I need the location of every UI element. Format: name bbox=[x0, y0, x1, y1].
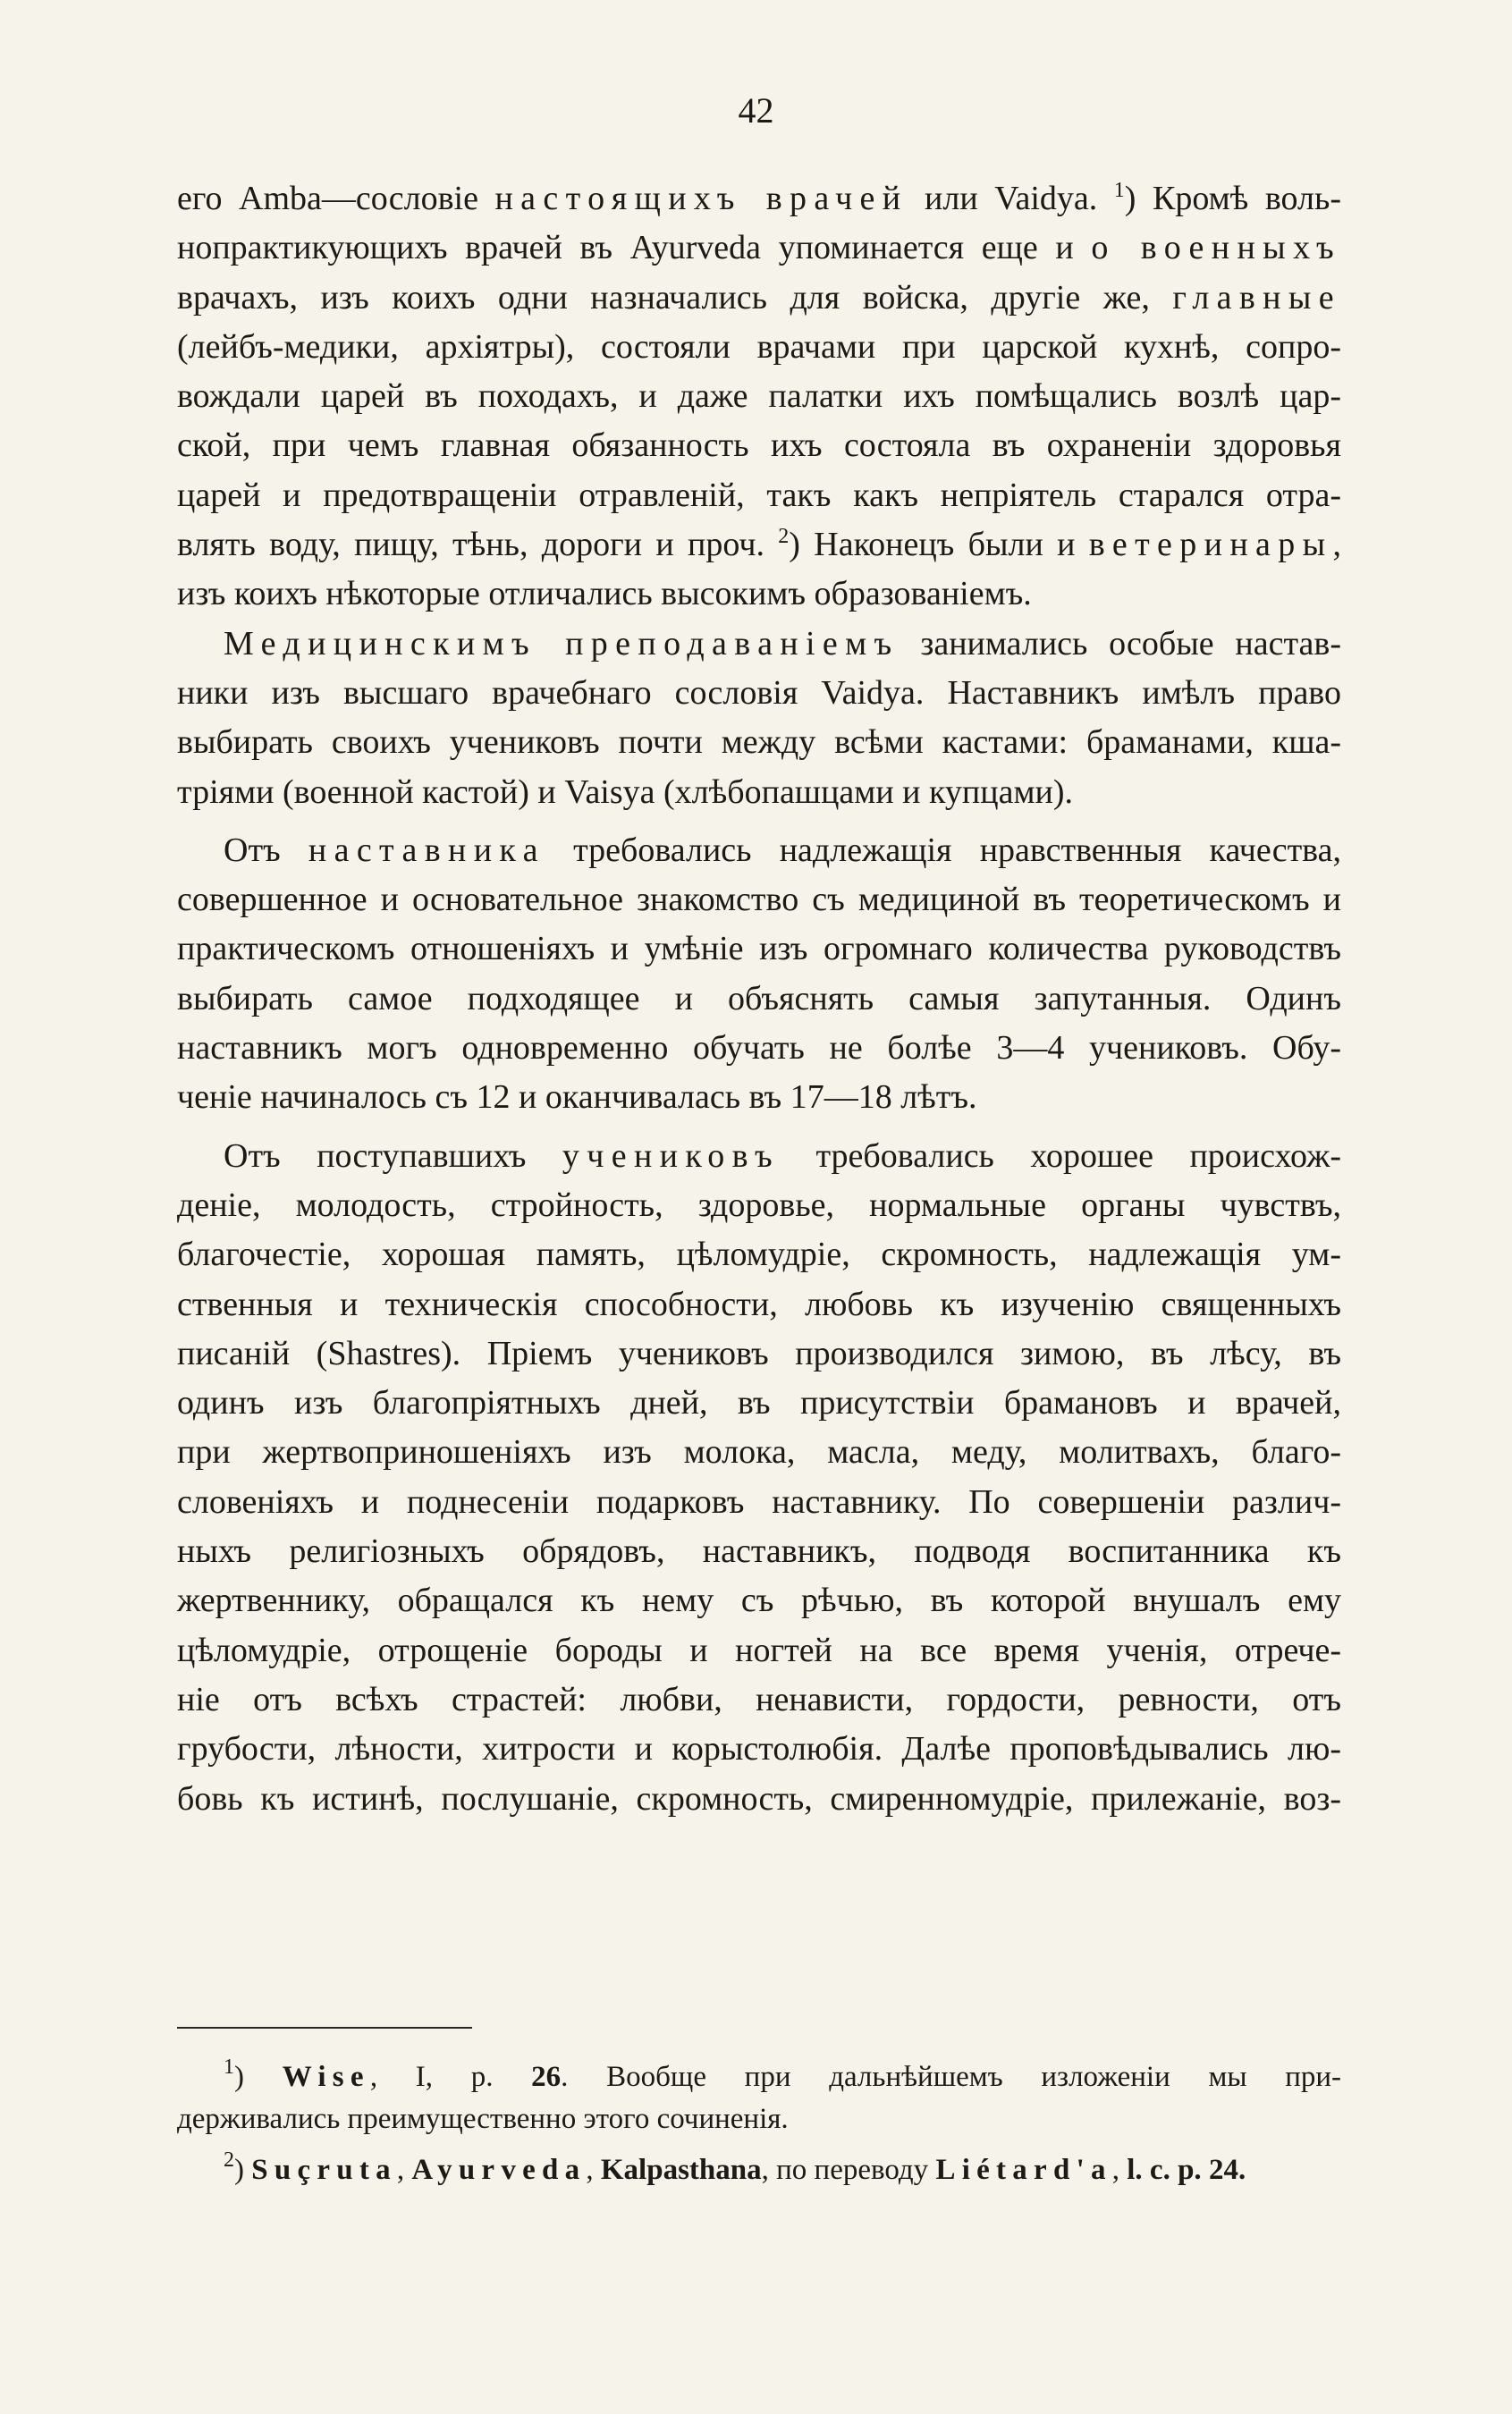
emphasized-text: наставника bbox=[308, 831, 545, 869]
text-line bbox=[177, 274, 1341, 323]
text-line bbox=[177, 224, 1341, 273]
emphasized-text: Wise bbox=[282, 2061, 370, 2093]
text-run: Отъ поступавшихъ bbox=[224, 1136, 562, 1175]
emphasized-text: 26 bbox=[531, 2061, 562, 2093]
text-run: ской, при чемъ главная обязанность ихъ состояла въ охраненіи здоровья bbox=[177, 426, 1341, 465]
text-run: наставникъ могъ одновременно обучать не болѣе 3—4 учениковъ. Обу- bbox=[177, 1029, 1341, 1068]
text-run: благочестіе, хорошая память, цѣломудріе, скромность, надлежащія ум- bbox=[177, 1236, 1341, 1274]
footnote-line bbox=[177, 2149, 1341, 2191]
text-line bbox=[177, 1576, 1341, 1625]
text-run: , bbox=[1332, 526, 1342, 564]
footnote-divider bbox=[177, 2027, 472, 2029]
footnote-marker: 2 bbox=[778, 525, 790, 549]
text-line bbox=[177, 520, 1341, 570]
emphasized-text: Ayurveda bbox=[411, 2154, 587, 2186]
text-run: требовались надлежащія нравственныя качества, bbox=[545, 831, 1341, 869]
page-number: 42 bbox=[738, 90, 774, 131]
text-run: или Vaidya. bbox=[908, 180, 1114, 217]
footnote-line bbox=[177, 2098, 1341, 2140]
text-run: ) bbox=[234, 2154, 252, 2186]
footnote-marker: 2 bbox=[224, 2148, 234, 2172]
emphasized-text: главные bbox=[1172, 278, 1341, 317]
emphasized-text: Liétard'a bbox=[935, 2154, 1112, 2186]
text-run: царей и предотвращеніи отравленій, такъ какъ непріятель старался отра- bbox=[177, 476, 1341, 514]
text-line bbox=[177, 323, 1341, 372]
text-line bbox=[177, 372, 1341, 421]
emphasized-text: Suçruta bbox=[251, 2154, 397, 2186]
text-line bbox=[177, 1478, 1341, 1527]
text-run: цѣломудріе, отрощеніе бороды и ногтей на все время ученія, отрече- bbox=[177, 1631, 1341, 1669]
text-run: его Amba—сословіе bbox=[177, 180, 495, 217]
text-run: нопрактикующихъ врачей въ Ayurveda упоминается еще и bbox=[177, 229, 1092, 267]
text-run: деніе, молодость, стройность, здоровье, нормальные органы чувствъ, bbox=[177, 1186, 1341, 1224]
text-run: выбирать своихъ учениковъ почти между всѣми кастами: браманами, кша- bbox=[177, 723, 1341, 762]
text-line bbox=[177, 1280, 1341, 1329]
text-run: занимались особые настав- bbox=[899, 624, 1341, 663]
text-run: ) Наконецъ были и bbox=[789, 526, 1089, 564]
body-text bbox=[177, 174, 1341, 1824]
text-line bbox=[177, 1024, 1341, 1073]
text-run: совершенное и основательное знакомство съ медициной въ теоретическомъ и bbox=[177, 881, 1341, 919]
text-run: , bbox=[586, 2154, 601, 2186]
text-run: одинъ изъ благопріятныхъ дней, въ присутствіи брамановъ и врачей, bbox=[177, 1384, 1341, 1422]
text-line bbox=[177, 471, 1341, 520]
text-run: ственныя и техническія способности, любовь къ изученію священныхъ bbox=[177, 1285, 1341, 1323]
text-run: жертвеннику, обращался къ нему съ рѣчью, въ которой внушалъ ему bbox=[177, 1582, 1341, 1620]
emphasized-text: настоящихъ врачей bbox=[494, 180, 908, 217]
text-run: влять воду, пищу, тѣнь, дороги и проч. bbox=[177, 526, 779, 564]
text-run: держивались преимущественно этого сочиненія. bbox=[177, 2103, 789, 2135]
text-line bbox=[177, 1181, 1341, 1230]
text-run: бовь къ истинѣ, послушаніе, скромность, смиренномудріе, прилежаніе, воз- bbox=[177, 1779, 1341, 1818]
text-line bbox=[177, 1379, 1341, 1428]
text-line bbox=[177, 1073, 1341, 1122]
footnote-marker: 1 bbox=[1113, 179, 1125, 202]
emphasized-text: Kalpasthana bbox=[600, 2154, 762, 2186]
text-line bbox=[177, 1725, 1341, 1774]
text-run: ніе отъ всѣхъ страстей: любви, ненависти, гордости, ревности, отъ bbox=[177, 1680, 1341, 1718]
text-run: ) Кромѣ воль- bbox=[1124, 180, 1341, 217]
text-line bbox=[177, 1527, 1341, 1576]
text-line bbox=[177, 620, 1341, 669]
text-run: при жертвоприношеніяхъ изъ молока, масла, меду, молитвахъ, благо- bbox=[177, 1433, 1341, 1472]
text-line bbox=[177, 421, 1341, 470]
text-run: писаній (Shastres). Пріемъ учениковъ производился зимою, въ лѣсу, въ bbox=[177, 1334, 1341, 1372]
text-run: тріями (военной кастой) и Vaisya (хлѣбопашцами и купцами). bbox=[177, 772, 1073, 811]
text-run: ныхъ религіозныхъ обрядовъ, наставникъ, подводя воспитанника къ bbox=[177, 1532, 1341, 1571]
text-line bbox=[177, 875, 1341, 924]
emphasized-text: ветеринары bbox=[1088, 526, 1333, 564]
text-line bbox=[177, 1428, 1341, 1477]
text-run: , по переводу bbox=[761, 2154, 936, 2186]
text-line bbox=[177, 826, 1341, 875]
text-run: словеніяхъ и поднесеніи подарковъ наставнику. По совершеніи различ- bbox=[177, 1482, 1341, 1521]
text-run: выбирать самое подходящее и объяснять самыя запутанныя. Одинъ bbox=[177, 979, 1341, 1017]
footnotes bbox=[177, 2056, 1341, 2191]
emphasized-text: о военныхъ bbox=[1091, 229, 1341, 267]
text-run: врачахъ, изъ коихъ одни назначались для войска, другіе же, bbox=[177, 278, 1173, 317]
emphasized-text: Медицинскимъ преподаваніемъ bbox=[224, 624, 900, 663]
text-line bbox=[177, 174, 1341, 224]
text-run: (лейбъ-медики, архіятры), состояли врачами при царской кухнѣ, сопро- bbox=[177, 327, 1341, 366]
footnote-marker: 1 bbox=[224, 2055, 234, 2079]
footnote-line bbox=[177, 2056, 1341, 2098]
text-line bbox=[177, 975, 1341, 1024]
text-line bbox=[177, 718, 1341, 767]
text-line bbox=[177, 1675, 1341, 1725]
text-run: требовались хорошее происхож- bbox=[779, 1136, 1341, 1175]
text-run: Отъ bbox=[224, 831, 308, 869]
text-run: , bbox=[396, 2154, 412, 2186]
text-line bbox=[177, 924, 1341, 974]
text-line bbox=[177, 768, 1341, 817]
emphasized-text: 24. bbox=[1208, 2154, 1246, 2186]
text-run: ) bbox=[234, 2061, 283, 2093]
emphasized-text: l. c. p. bbox=[1127, 2154, 1209, 2186]
text-line bbox=[177, 1132, 1341, 1181]
text-run: , I, p. bbox=[369, 2061, 532, 2093]
text-line bbox=[177, 570, 1341, 619]
text-line bbox=[177, 669, 1341, 718]
text-run: , bbox=[1111, 2154, 1128, 2186]
text-run: практическомъ отношеніяхъ и умѣніе изъ огромнаго количества руководствъ bbox=[177, 930, 1341, 968]
text-run: ченіе начиналось съ 12 и оканчивалась въ 17—18 лѣтъ. bbox=[177, 1078, 977, 1117]
text-line bbox=[177, 1329, 1341, 1379]
text-run: вождали царей въ походахъ, и даже палатки ихъ помѣщались возлѣ цар- bbox=[177, 377, 1341, 416]
text-run: грубости, лѣности, хитрости и корыстолюбія. Далѣе проповѣдывались лю- bbox=[177, 1730, 1341, 1768]
text-run: изъ коихъ нѣкоторые отличались высокимъ образованіемъ. bbox=[177, 575, 1032, 613]
text-run: ники изъ высшаго врачебнаго сословія Vaidya. Наставникъ имѣлъ право bbox=[177, 673, 1341, 712]
emphasized-text: учениковъ bbox=[562, 1136, 780, 1175]
text-line bbox=[177, 1775, 1341, 1824]
text-run: . Вообще при дальнѣйшемъ изложеніи мы при- bbox=[561, 2061, 1342, 2093]
text-line bbox=[177, 1626, 1341, 1675]
text-line bbox=[177, 1230, 1341, 1279]
